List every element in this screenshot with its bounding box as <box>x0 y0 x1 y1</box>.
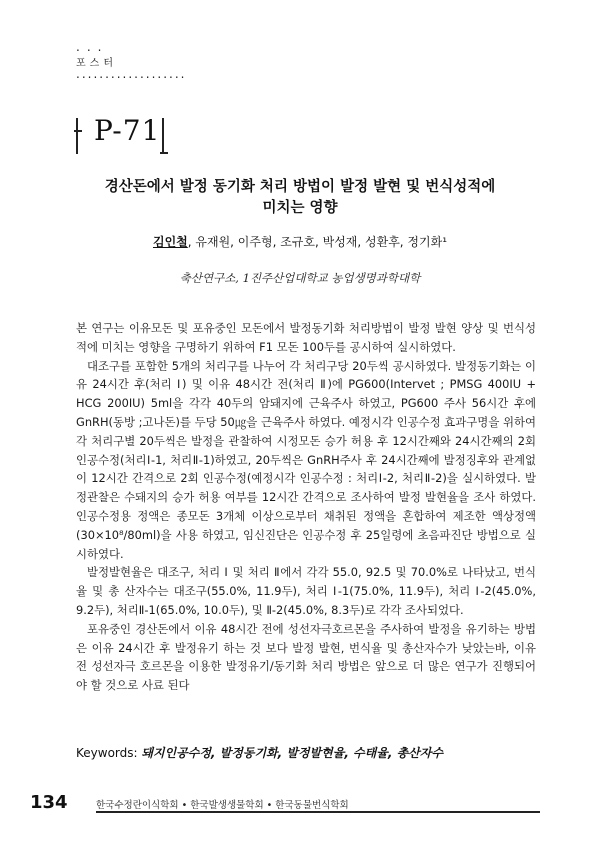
footer-societies: 한국수정란이식학회 • 한국발생생물학회 • 한국동물번식학회 <box>96 800 349 811</box>
poster-number: P-71 <box>94 114 161 147</box>
keywords-label: Keywords: <box>76 746 138 760</box>
section-label: 포스터 <box>76 58 117 69</box>
footer-rule <box>96 811 540 813</box>
abstract-paragraph-2: 대조구를 포함한 5개의 처리구를 나누어 각 처리구당 20두씩 공시하였다. 발정동기화는 이유 24시간 후(처리 Ⅰ) 및 이유 48시간 전(처리 Ⅱ)에 PG600(Intervet ; PMSG 400IU + HCG 200IU) 5ml을 각각 40두의 암돼지에 근육주사 하였고, PG600 주사 56시간 후에 GnRH(동방 ;고나돈)를 두당 50㎍을 근육주사 하였다. 예정시각 인공수정 효과구명을 위하여 각 처리구별 20두씩은 발정을 관찰하여 시정모돈 승가 허용 후 12시간째와 24시간째의 2회 인공수정(처리Ⅰ-1, 처리Ⅱ-1)하였고, 20두씩은 GnRH주사 후 24시간째에 발정징후와 관계없이 12시간 간격으로 2회 인공수정(예정시각 인공수정 : 처리Ⅰ-2, 처리Ⅱ-2)을 실시하였다. 발정관찰은 수돼지의 승가 허용 여부를 12시간 간격으로 조사하여 발정 발현율을 조사 하였다. 인공수정용 정액은 종모돈 3개체 이상으로부터 채취된 정액을 혼합하여 제조한 액상정액(30×10⁸/80ml)을 사용 하였고, 임신진단은 인공수정 후 25일령에 초음파진단 방법으로 실시하였다. <box>76 358 536 561</box>
paper-title-line2: 미치는 영향 <box>262 200 338 216</box>
page-number: 134 <box>30 792 68 813</box>
section-dots-top: ... <box>76 40 109 54</box>
abstract-paragraph-1: 본 연구는 이유모돈 및 포유중인 모돈에서 발정동기화 처리방법이 발정 발현 양상 및 번식성적에 미치는 영향을 구명하기 위하여 F1 모돈 100두를 공시하여 실시하였다. <box>76 321 536 354</box>
abstract-paragraph-3: 발정발현율은 대조구, 처리 Ⅰ 및 처리 Ⅱ에서 각각 55.0, 92.5 및 70.0%로 나타났고, 번식율 및 총 산자수는 대조구(55.0%, 11.9두), 처리 Ⅰ-1(75.0%, 11.9두), 처리 Ⅰ-2(45.0%, 9.2두), 처리Ⅱ-1(65.0%, 10.0두), 및 Ⅱ-2(45.0%, 8.3두)로 각각 조사되었다. <box>76 565 536 617</box>
first-author: 김인철 <box>152 235 188 249</box>
section-dots-bottom: ................... <box>76 67 187 81</box>
author-list <box>60 233 540 250</box>
affiliation: 축산연구소, 1진주산업대학교 농업생명과학대학 <box>179 271 421 285</box>
paper-title-line1: 경산돈에서 발정 동기화 처리 방법이 발정 발현 및 번식성적에 <box>104 179 496 195</box>
keywords-list: 돼지인공수정, 발정동기화, 발정발현율, 수태율, 총산자수 <box>141 746 443 760</box>
abstract-paragraph-4: 포유중인 경산돈에서 이유 48시간 전에 성선자극호르몬을 주사하여 발정을 유기하는 방법은 이유 24시간 후 발정유기 하는 것 보다 발정 발현, 번식율 및 총산자수가 낮았는바, 이유 전 성선자극 호르몬을 이용한 발정유기/동기화 처리 방법은 앞으로 더 많은 연구가 진행되어야 할 것으로 사료 된다 <box>76 621 536 693</box>
other-authors: , 유재원, 이주형, 조규호, 박성재, 성환후, 정기화¹ <box>187 235 448 249</box>
abstract-body <box>76 319 536 695</box>
keywords <box>76 744 546 761</box>
